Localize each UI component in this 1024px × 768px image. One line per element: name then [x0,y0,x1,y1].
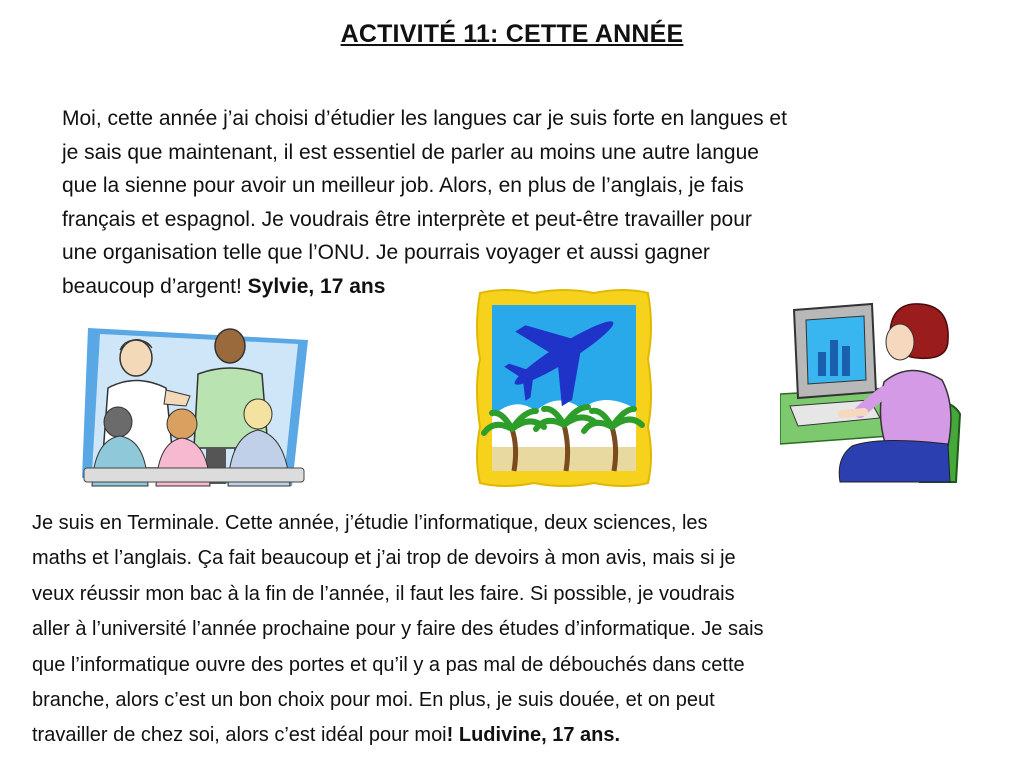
text-line: que l’informatique ouvre des portes et qu’il y a pas mal de débouchés dans cette [32,653,745,676]
travel-illustration [474,287,654,489]
text-line: une organisation telle que l’ONU. Je pourrais voyager et aussi gagner [62,241,710,265]
page-title: ACTIVITÉ 11: CETTE ANNÉE [340,20,684,48]
paragraph-sylvie [62,102,982,304]
monitor-icon [794,304,876,398]
text-line: aller à l’université l’année prochaine pour y faire des études d’informatique. Je sais [32,618,764,641]
text-line: branche, alors c’est un bon choix pour moi. En plus, je suis douée, et on peut [32,689,715,712]
text-line-last [32,718,992,753]
signature-sylvie: Sylvie, 17 ans [247,274,386,298]
paragraph-ludivine [32,506,992,754]
text-line: veux réussir mon bac à la fin de l’année, il faut les faire. Si possible, je voudrais [32,582,735,605]
text-line: Je suis en Terminale. Cette année, j’étudie l’informatique, deux sciences, les [32,512,708,534]
signature-ludivine: ! Ludivine, 17 ans. [446,724,621,747]
classroom-illustration [78,318,308,488]
text-line: Moi, cette année j’ai choisi d’étudier les langues car je suis forte en langues et [62,107,787,130]
text-fragment: beaucoup d’argent! [62,274,242,298]
text-line: je sais que maintenant, il est essentiel de parler au moins une autre langue [62,140,759,164]
text-line: que la sienne pour avoir un meilleur job. Alors, en plus de l’anglais, je fais [62,174,744,198]
text-line: français et espagnol. Je voudrais être interprète et peut-être travailler pour [62,207,752,231]
text-fragment: travailler de chez soi, alors c’est idéal pour moi [32,724,447,747]
computer-illustration [780,296,970,486]
text-line: maths et l’anglais. Ça fait beaucoup et j’ai trop de devoirs à mon avis, mais si je [32,547,736,570]
